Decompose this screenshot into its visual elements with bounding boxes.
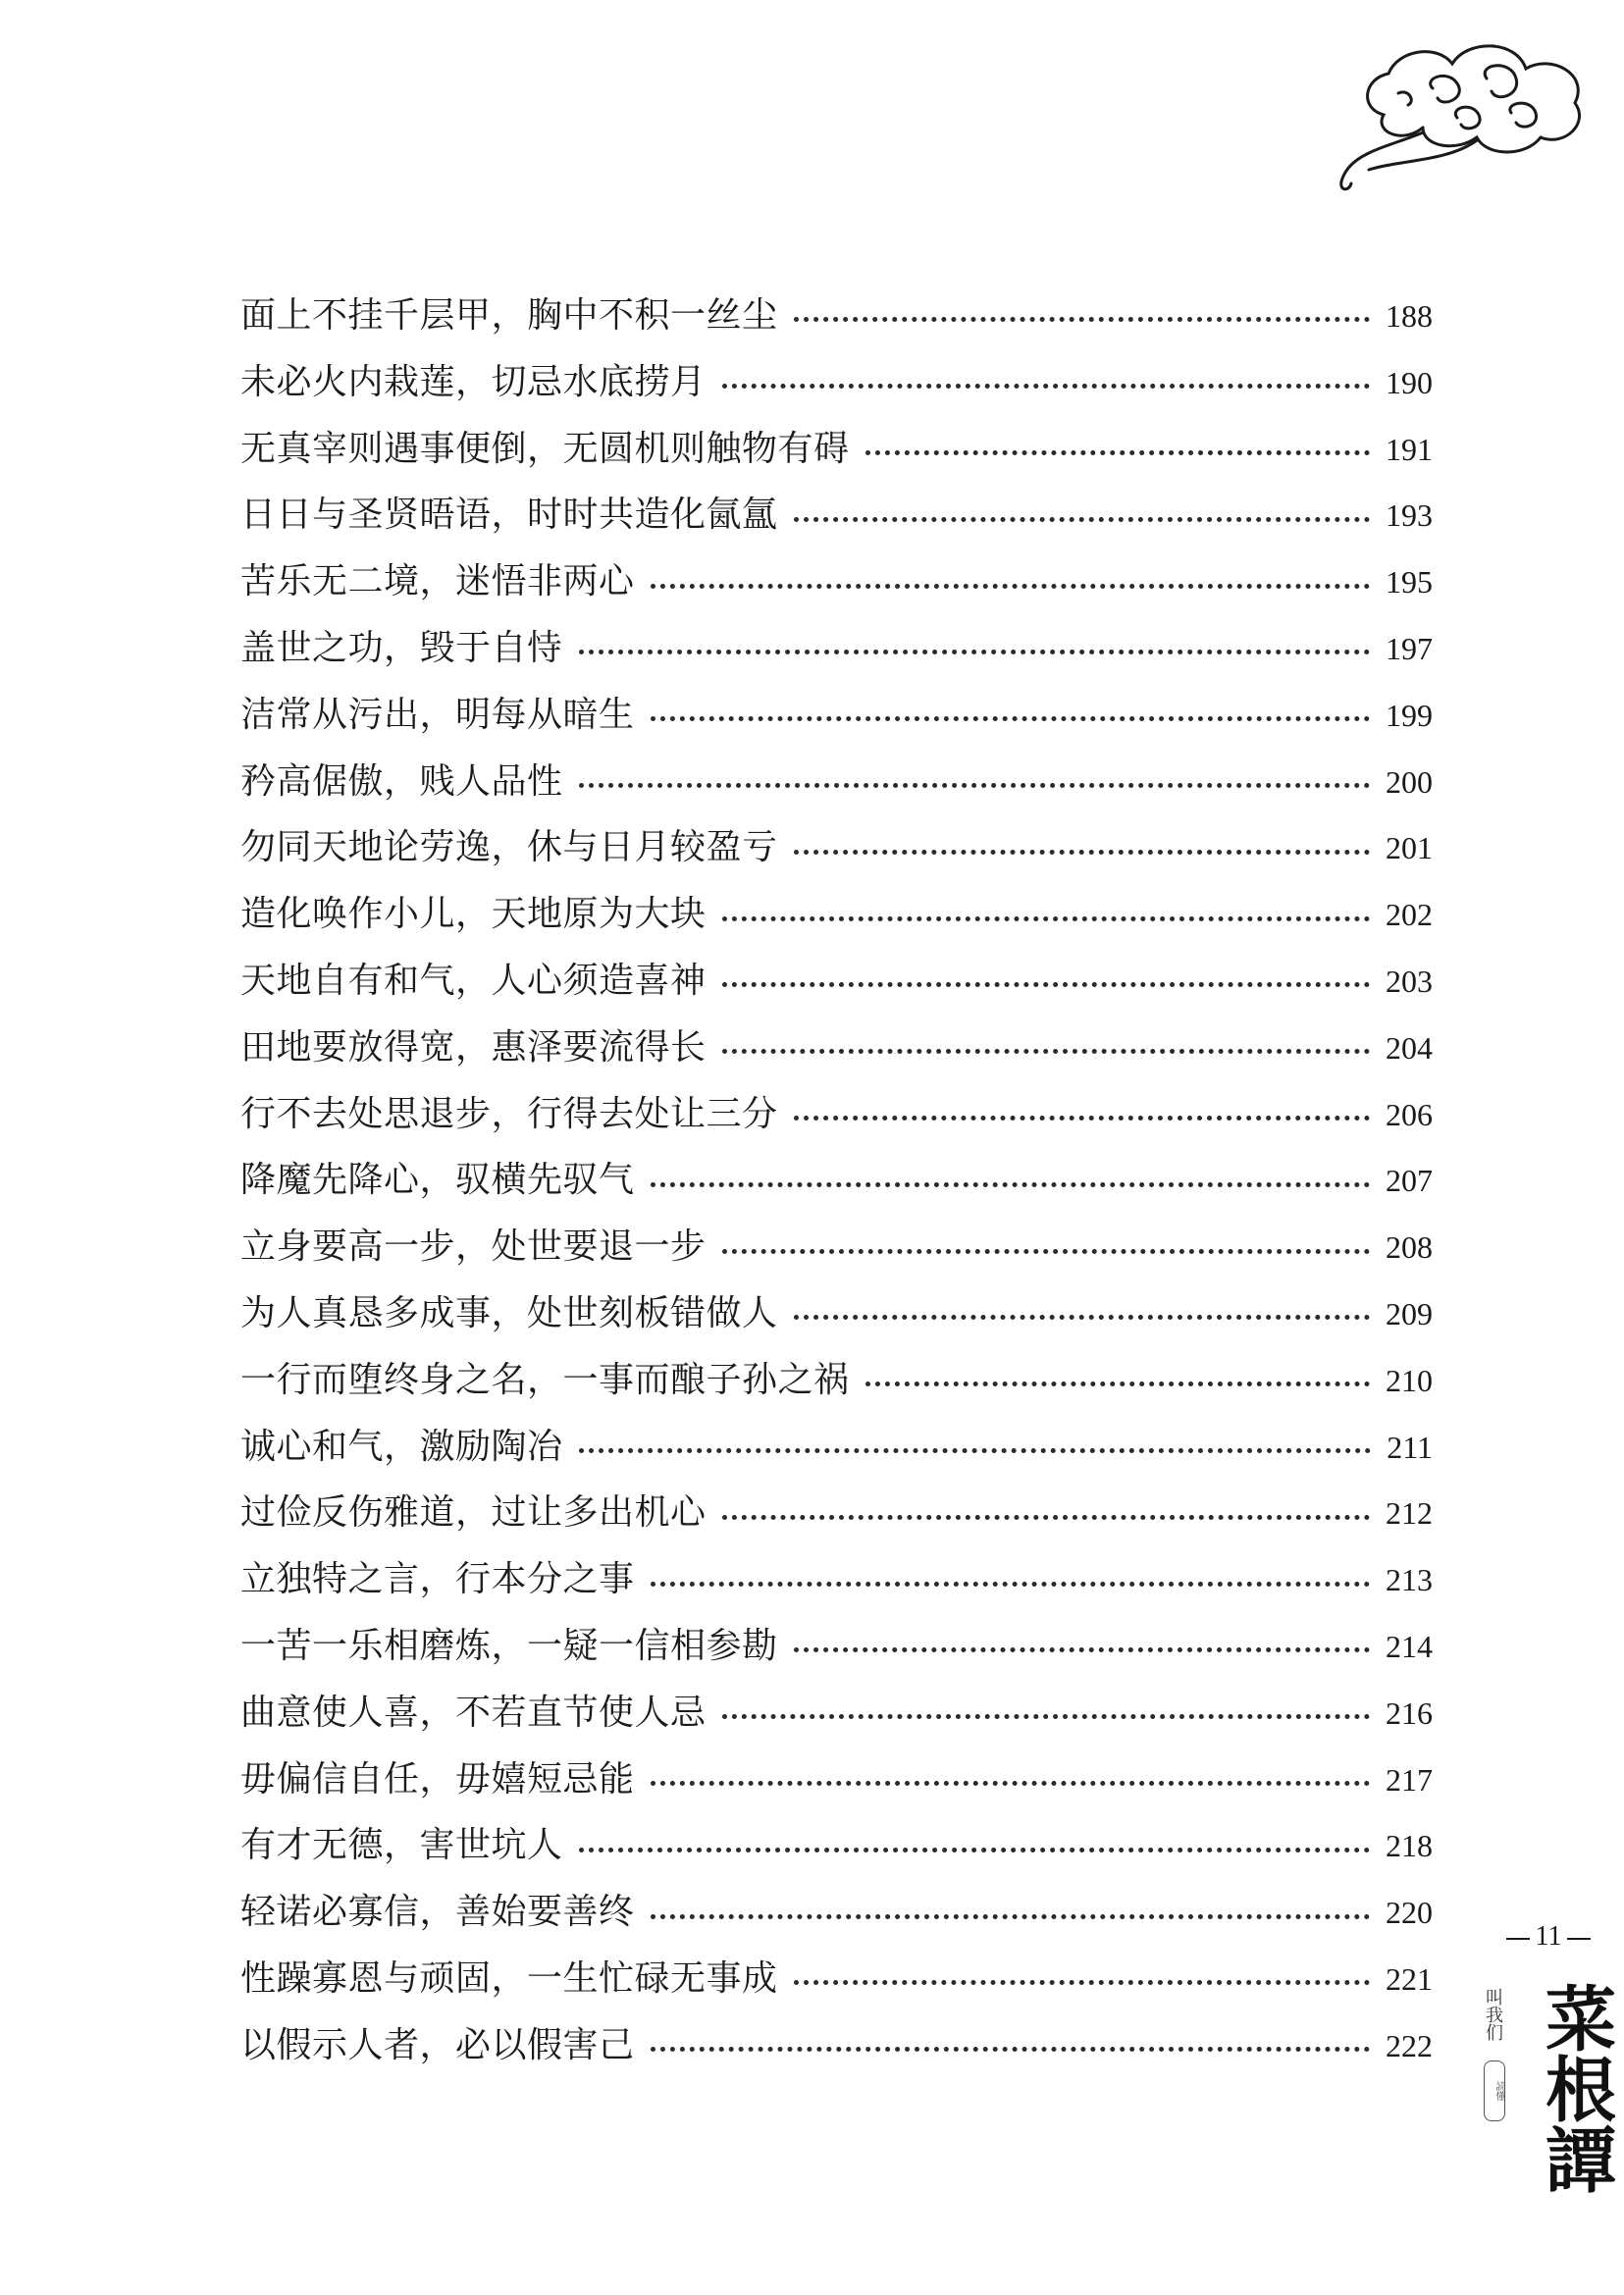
toc-entry bbox=[240, 814, 1433, 881]
toc-entry-title: 天地自有和气，人心须造喜神 bbox=[240, 960, 707, 1001]
toc-leader-dots bbox=[794, 850, 1370, 855]
toc-entry bbox=[240, 482, 1433, 548]
toc-leader-dots bbox=[794, 1116, 1370, 1121]
toc-leader-dots bbox=[794, 517, 1370, 522]
toc-entry-title: 洁常从污出，明每从暗生 bbox=[240, 694, 635, 735]
toc-leader-dots bbox=[794, 1647, 1370, 1652]
toc-entry bbox=[240, 1414, 1433, 1481]
table-of-contents bbox=[240, 283, 1433, 2079]
toc-entry bbox=[240, 1680, 1433, 1747]
toc-entry-page: 210 bbox=[1386, 1362, 1433, 1398]
toc-entry-title: 立身要高一步，处世要退一步 bbox=[240, 1226, 707, 1268]
toc-entry bbox=[240, 1015, 1433, 1081]
toc-entry-page: 206 bbox=[1386, 1096, 1433, 1132]
toc-entry bbox=[240, 1747, 1433, 1813]
toc-entry-page: 201 bbox=[1386, 830, 1433, 866]
toc-entry-title: 勿同天地论劳逸，休与日月较盈亏 bbox=[240, 827, 778, 868]
page-number-text: 11 bbox=[1535, 1921, 1562, 1952]
toc-leader-dots bbox=[794, 1980, 1370, 1985]
book-title-calligraphy: 菜根譚 bbox=[1534, 1982, 1617, 2194]
toc-leader-dots bbox=[651, 1914, 1370, 1919]
toc-entry-page: 190 bbox=[1386, 364, 1433, 400]
toc-entry-page: 214 bbox=[1386, 1628, 1433, 1664]
toc-entry bbox=[240, 1812, 1433, 1879]
toc-entry-page: 213 bbox=[1386, 1562, 1433, 1598]
folio-dash-right bbox=[1567, 1938, 1591, 1940]
toc-leader-dots bbox=[651, 716, 1370, 721]
toc-entry-page: 222 bbox=[1386, 2027, 1433, 2063]
toc-leader-dots bbox=[579, 783, 1370, 788]
toc-entry-title: 造化唤作小儿，天地原为大块 bbox=[240, 894, 707, 935]
toc-entry-page: 191 bbox=[1386, 431, 1433, 467]
toc-leader-dots bbox=[722, 1714, 1370, 1719]
toc-entry bbox=[240, 416, 1433, 483]
toc-entry bbox=[240, 615, 1433, 682]
toc-entry bbox=[240, 1147, 1433, 1214]
book-seal-stamp: 読懂 bbox=[1484, 2060, 1505, 2121]
toc-entry-title: 曲意使人喜，不若直节使人忌 bbox=[240, 1692, 707, 1733]
toc-entry-page: 195 bbox=[1386, 564, 1433, 600]
toc-entry bbox=[240, 1480, 1433, 1546]
toc-entry bbox=[240, 1946, 1433, 2012]
toc-entry bbox=[240, 749, 1433, 815]
toc-entry-page: 217 bbox=[1386, 1761, 1433, 1798]
toc-entry bbox=[240, 1879, 1433, 1946]
toc-entry-title: 为人真恳多成事，处世刻板错做人 bbox=[240, 1292, 778, 1333]
toc-entry-title: 诚心和气，激励陶冶 bbox=[240, 1426, 563, 1467]
toc-entry bbox=[240, 548, 1433, 615]
toc-entry-title: 轻诺必寡信，善始要善终 bbox=[240, 1892, 635, 1933]
toc-leader-dots bbox=[722, 982, 1370, 987]
toc-entry bbox=[240, 349, 1433, 416]
toc-entry-title: 立独特之言，行本分之事 bbox=[240, 1559, 635, 1600]
toc-leader-dots bbox=[865, 450, 1370, 455]
toc-entry-page: 212 bbox=[1386, 1495, 1433, 1532]
toc-entry bbox=[240, 948, 1433, 1015]
toc-entry-page: 188 bbox=[1386, 298, 1433, 334]
toc-leader-dots bbox=[722, 916, 1370, 921]
toc-entry-page: 204 bbox=[1386, 1029, 1433, 1066]
toc-entry-title: 苦乐无二境，迷悟非两心 bbox=[240, 561, 635, 602]
toc-entry-title: 未必火内栽莲，切忌水底捞月 bbox=[240, 361, 707, 402]
book-series-label: 叫我们 bbox=[1483, 1988, 1503, 2041]
page-number bbox=[1490, 1921, 1607, 1953]
toc-leader-dots bbox=[651, 584, 1370, 589]
toc-entry-title: 降魔先降心，驭横先驭气 bbox=[240, 1160, 635, 1201]
toc-entry-page: 218 bbox=[1386, 1828, 1433, 1864]
toc-entry bbox=[240, 1546, 1433, 1613]
toc-entry-page: 216 bbox=[1386, 1695, 1433, 1731]
toc-leader-dots bbox=[722, 1249, 1370, 1254]
toc-leader-dots bbox=[579, 1848, 1370, 1852]
toc-leader-dots bbox=[865, 1382, 1370, 1386]
toc-entry-page: 203 bbox=[1386, 963, 1433, 999]
toc-entry bbox=[240, 1214, 1433, 1280]
toc-entry-page: 200 bbox=[1386, 763, 1433, 800]
toc-entry-page: 209 bbox=[1386, 1295, 1433, 1331]
toc-entry bbox=[240, 2012, 1433, 2079]
toc-entry-page: 220 bbox=[1386, 1895, 1433, 1931]
toc-leader-dots bbox=[794, 1315, 1370, 1320]
toc-entry-page: 207 bbox=[1386, 1163, 1433, 1199]
toc-entry-title: 日日与圣贤晤语，时时共造化氤氲 bbox=[240, 495, 778, 536]
toc-entry-title: 有才无德，害世坑人 bbox=[240, 1825, 563, 1866]
toc-entry-page: 221 bbox=[1386, 1960, 1433, 1997]
toc-entry-title: 一行而堕终身之名，一事而酿子孙之祸 bbox=[240, 1359, 850, 1400]
toc-entry bbox=[240, 1081, 1433, 1148]
toc-leader-dots bbox=[651, 1781, 1370, 1786]
book-title-mark bbox=[1482, 1982, 1617, 2208]
toc-entry-page: 199 bbox=[1386, 697, 1433, 733]
toc-leader-dots bbox=[579, 650, 1370, 654]
toc-leader-dots bbox=[651, 1582, 1370, 1587]
cloud-ornament-icon bbox=[1330, 34, 1604, 196]
toc-entry-title: 一苦一乐相磨炼，一疑一信相参勘 bbox=[240, 1625, 778, 1666]
toc-leader-dots bbox=[651, 2047, 1370, 2052]
toc-leader-dots bbox=[722, 384, 1370, 389]
toc-leader-dots bbox=[651, 1182, 1370, 1187]
toc-leader-dots bbox=[722, 1515, 1370, 1520]
toc-entry-title: 矜高倨傲，贱人品性 bbox=[240, 760, 563, 802]
toc-leader-dots bbox=[579, 1448, 1372, 1453]
toc-entry-page: 208 bbox=[1386, 1229, 1433, 1266]
toc-entry-title: 盖世之功，毁于自恃 bbox=[240, 627, 563, 668]
toc-entry bbox=[240, 283, 1433, 349]
toc-entry-title: 毋偏信自任，毋嬉短忌能 bbox=[240, 1758, 635, 1799]
toc-entry-title: 以假示人者，必以假害己 bbox=[240, 2024, 635, 2065]
folio-dash-left bbox=[1506, 1938, 1530, 1940]
toc-entry-page: 211 bbox=[1387, 1429, 1433, 1465]
toc-entry-title: 性躁寡恩与顽固，一生忙碌无事成 bbox=[240, 1957, 778, 1999]
toc-leader-dots bbox=[722, 1049, 1370, 1054]
toc-entry-title: 田地要放得宽，惠泽要流得长 bbox=[240, 1026, 707, 1068]
toc-entry bbox=[240, 682, 1433, 749]
toc-entry-page: 197 bbox=[1386, 630, 1433, 666]
toc-entry-title: 行不去处思退步，行得去处让三分 bbox=[240, 1093, 778, 1134]
toc-entry bbox=[240, 881, 1433, 948]
toc-entry bbox=[240, 1347, 1433, 1414]
toc-leader-dots bbox=[794, 317, 1370, 322]
toc-entry-page: 202 bbox=[1386, 897, 1433, 933]
toc-entry-page: 193 bbox=[1386, 497, 1433, 534]
toc-entry-title: 过俭反伤雅道，过让多出机心 bbox=[240, 1492, 707, 1534]
toc-entry-title: 无真宰则遇事便倒，无圆机则触物有碍 bbox=[240, 428, 850, 469]
toc-entry-title: 面上不挂千层甲，胸中不积一丝尘 bbox=[240, 295, 778, 336]
toc-entry bbox=[240, 1613, 1433, 1680]
toc-entry bbox=[240, 1280, 1433, 1347]
